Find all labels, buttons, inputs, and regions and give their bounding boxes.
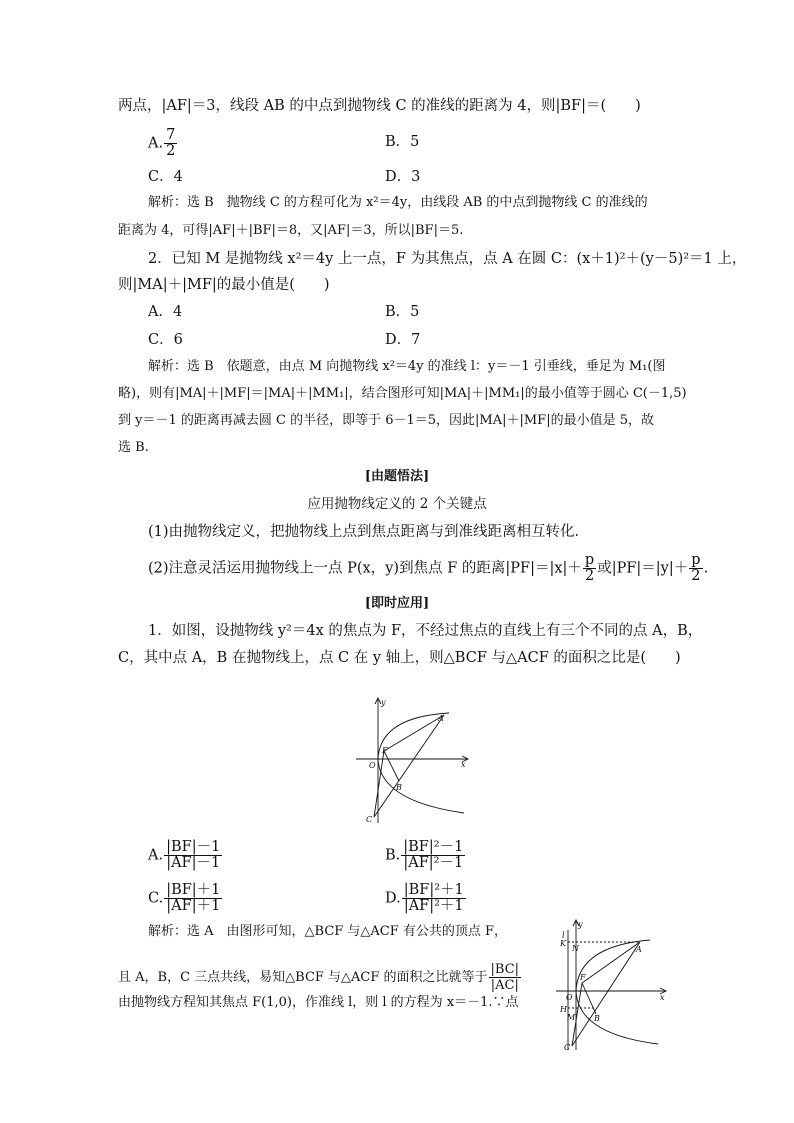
q1-analysis-line-2: 距离为 4，可得|AF|＋|BF|＝8，又|AF|＝3，所以|BF|＝5.: [118, 223, 464, 238]
practice-option-b: B. $\frac{\text{|BF|²－1}}{\text{|AF|²－1}}$: [385, 839, 464, 871]
q2-stem-line-1: 2．已知 M 是抛物线 x²＝4y 上一点，F 为其焦点，点 A 在圆 C：(x＋1)²＋(y－5)²＝1 上，: [148, 251, 747, 267]
fig2-label-x: x: [660, 993, 665, 1002]
q2-analysis-line-2: 略)，则有|MA|＋|MF|＝|MA|＋|MM₁|，结合图形可知|MA|＋|MM₁|的最小值等于圆心 C(－1,5): [118, 386, 687, 401]
q1-option-d: D．3: [385, 169, 421, 185]
fig2-label-n: N: [572, 944, 579, 953]
line-abc: [374, 715, 444, 817]
parabola-lower-branch: [378, 759, 464, 813]
parabola-figure-2: [554, 916, 674, 1054]
q1-option-a: A. $\frac{7}{2}$: [148, 127, 176, 159]
fig1-label-y: y: [381, 698, 386, 707]
q2-option-a: A．4: [148, 304, 183, 320]
problem-intro-tail: 两点，|AF|＝3，线段 AB 的中点到抛物线 C 的准线的距离为 4，则|BF|＝( ): [118, 98, 641, 114]
practice-analysis-line-1: 解析：选 A 由图形可知，△BCF 与△ACF 有公共的顶点 F，: [148, 924, 508, 939]
segment-fb: [582, 983, 596, 1014]
method-title: 应用抛物线定义的 2 个关键点: [307, 496, 487, 512]
fig2-label-y: y: [578, 920, 583, 929]
fig2-label-k: K: [560, 939, 566, 948]
practice-analysis-line-2: 且 A，B，C 三点共线，易知△BCF 与△ACF 的面积之比就等于 $\frac{|BC|}{|AC|}$: [118, 962, 520, 993]
parabola-lower-branch: [576, 991, 658, 1044]
fig1-label-c: C: [366, 815, 373, 824]
practice-analysis-line-3: 由抛物线方程知其焦点 F(1,0)，作准线 l，则 l 的方程为 x＝－1.∵点: [118, 995, 519, 1010]
fig1-label-f: F: [382, 746, 388, 755]
parabola-figure-1: [354, 695, 474, 827]
q2-analysis-line-3: 到 y＝－1 的距离再减去圆 C 的半径，即等于 6－1＝5，因此|MA|＋|MF|的最小值是 5，故: [118, 413, 654, 428]
q2-option-c: C．6: [148, 332, 183, 348]
segment-fb: [384, 751, 399, 781]
q2-option-b: B．5: [385, 304, 420, 320]
fig1-label-b: B: [396, 783, 402, 792]
fig2-label-h: H: [560, 1005, 567, 1014]
fig1-label-x: x: [461, 760, 466, 769]
fig2-label-m: M: [567, 1013, 576, 1022]
q2-option-d: D．7: [385, 332, 421, 348]
q2-analysis-line-4: 选 B.: [118, 440, 149, 455]
method-point-1: (1)由抛物线定义，把抛物线上点到焦点距离与到准线距离相互转化．: [148, 524, 590, 540]
practice-option-a: A. $\frac{|BF|-1}{|AF|-1}$: [148, 839, 221, 871]
practice-stem-line-2: C，其中点 A，B 在抛物线上，点 C 在 y 轴上，则△BCF 与△ACF 的面积之比是( ): [118, 650, 681, 666]
practice-heading: [即时应用]: [364, 596, 430, 611]
q1-analysis-line-1: 解析：选 B 抛物线 C 的方程可化为 x²＝4y，由线段 AB 的中点到抛物线 C 的准线的: [148, 195, 648, 210]
fig2-label-o: O: [566, 993, 573, 1002]
practice-option-d: D. $\frac{\text{|BF|²＋1}}{\text{|AF|²＋1}}$: [385, 882, 464, 914]
fig2-label-l: l: [562, 931, 565, 940]
q2-stem-line-2: 则|MA|＋|MF|的最小值是( ): [118, 277, 330, 293]
practice-option-c: C. $\frac{|BF|+1}{|AF|+1}$: [148, 882, 221, 914]
practice-stem-line-1: 1．如图，设抛物线 y²＝4x 的焦点为 F，不经过焦点的直线上有三个不同的点 A，B，: [148, 623, 703, 639]
fig2-label-a: A: [636, 945, 642, 954]
segment-fa: [384, 715, 444, 751]
method-heading: [由题悟法]: [364, 469, 430, 484]
fig2-label-f: F: [580, 973, 586, 982]
fig2-label-c: C: [564, 1043, 571, 1052]
q1-option-b: B．5: [385, 134, 420, 150]
fig1-label-o: O: [369, 761, 376, 770]
method-point-2: (2)注意灵活运用抛物线上一点 P(x，y)到焦点 F 的距离|PF|＝|x|＋ $\frac{p}{2}$ 或|PF|＝|y|＋ $\frac{p}{2}$ .: [148, 552, 709, 584]
fig2-label-b: B: [594, 1014, 600, 1023]
fig1-label-a: A: [438, 714, 444, 723]
q1-option-c: C．4: [148, 169, 183, 185]
q2-analysis-line-1: 解析：选 B 依题意，由点 M 向抛物线 x²＝4y 的准线 l：y＝－1 引垂线，垂足为 M₁(图: [148, 359, 666, 374]
